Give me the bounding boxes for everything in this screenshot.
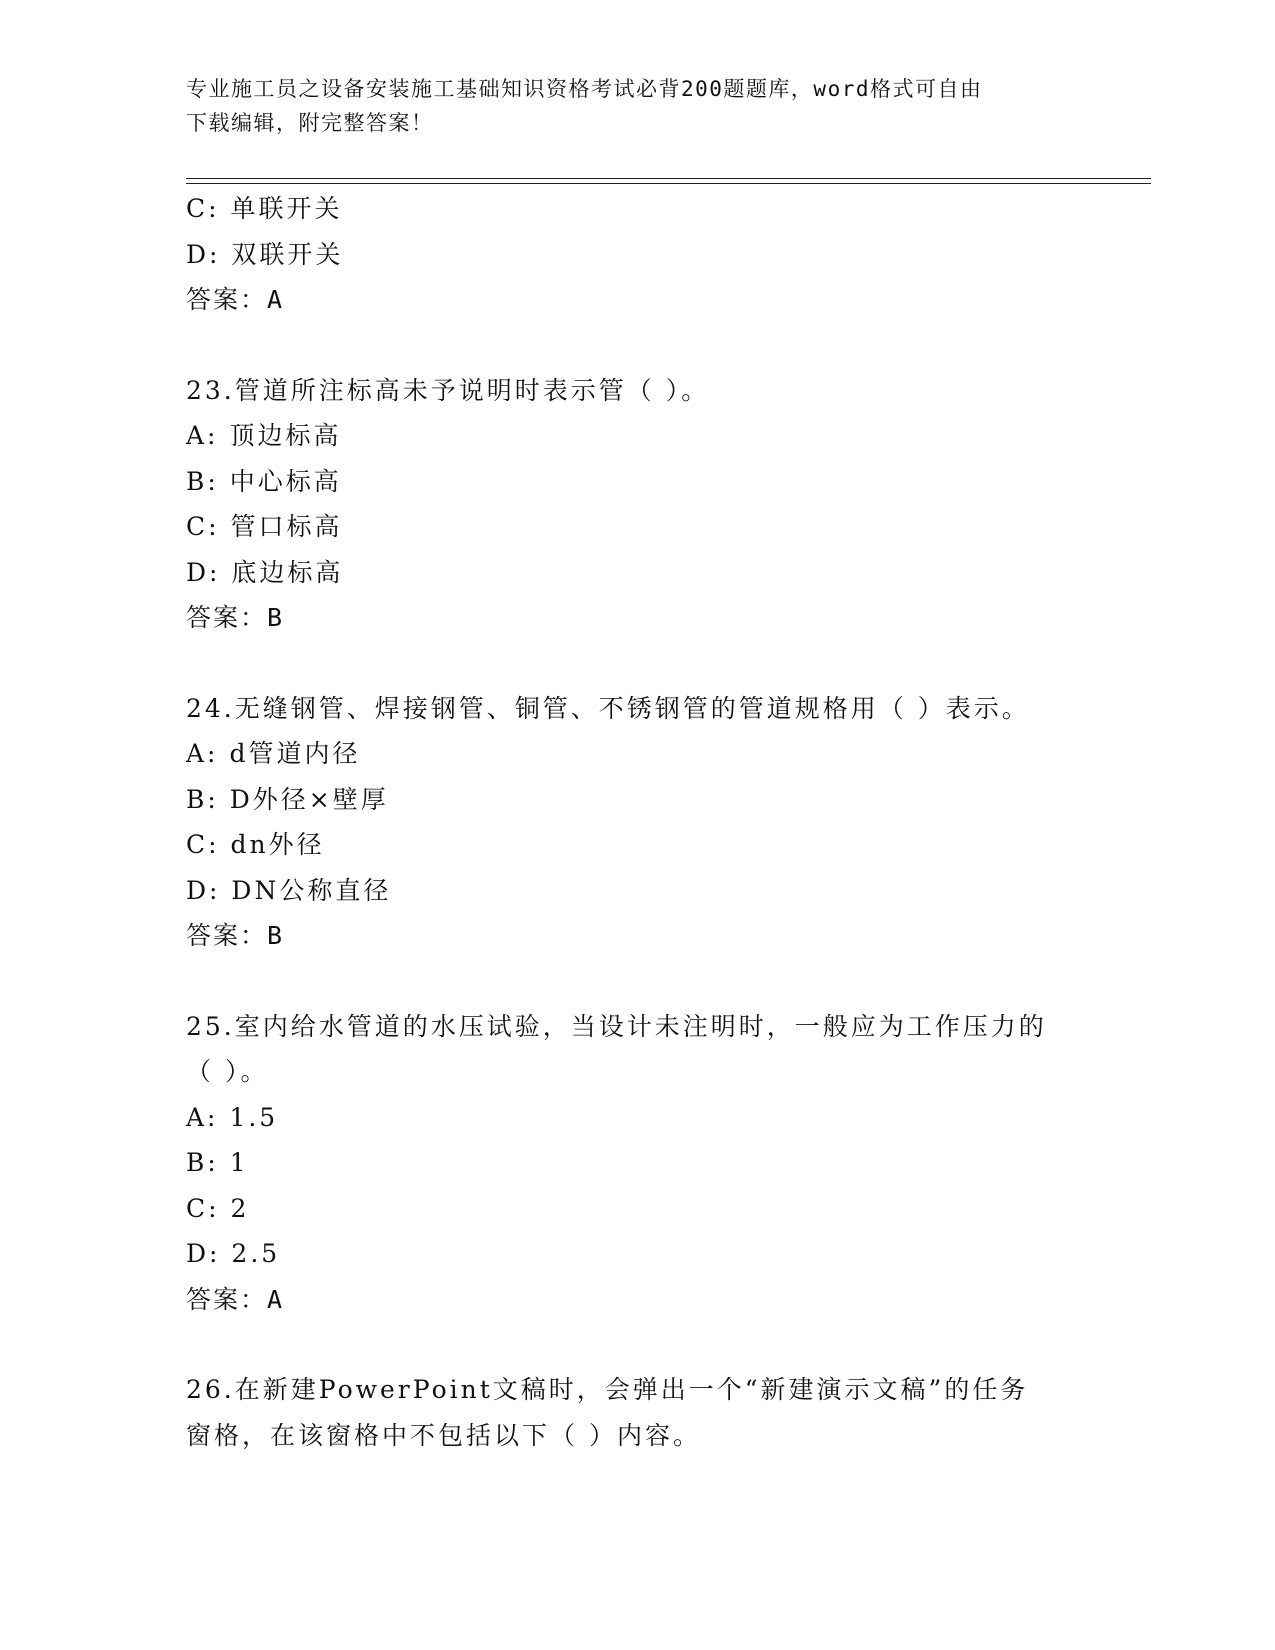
question-content bbox=[186, 186, 1086, 1458]
answer-line bbox=[186, 277, 1086, 323]
header-line-1: 专业施工员之设备安装施工基础知识资格考试必背200题题库，word格式可自由 bbox=[186, 77, 983, 101]
option-a bbox=[186, 413, 1086, 459]
option-key: C: bbox=[186, 194, 220, 223]
question-stem: 25.室内给水管道的水压试验，当设计未注明时，一般应为工作压力的 bbox=[186, 1011, 1047, 1041]
question-stem: 26.在新建PowerPoint文稿时，会弹出一个“新建演示文稿”的任务 bbox=[186, 1375, 1029, 1404]
header-divider-bottom bbox=[186, 183, 1151, 184]
question-stem-continued: 窗格，在该窗格中不包括以下（ ）内容。 bbox=[186, 1420, 701, 1450]
option-text: 1.5 bbox=[229, 1102, 279, 1132]
option-key: D: bbox=[186, 239, 221, 269]
option-b bbox=[186, 777, 1086, 823]
question-spacer bbox=[186, 1322, 1086, 1367]
answer-line bbox=[186, 1277, 1086, 1323]
option-c bbox=[186, 1186, 1086, 1232]
answer-label: 答案： bbox=[186, 285, 268, 314]
question-spacer bbox=[186, 323, 1086, 368]
option-text: 管口标高 bbox=[230, 512, 343, 541]
option-text: 双联开关 bbox=[231, 239, 344, 269]
question-spacer bbox=[186, 959, 1086, 1004]
question-26 bbox=[186, 1367, 1086, 1458]
question-22-continued bbox=[186, 186, 1086, 323]
option-a bbox=[186, 1095, 1086, 1141]
option-key: C: bbox=[186, 1193, 220, 1223]
option-text: d管道内径 bbox=[229, 739, 361, 768]
option-c bbox=[186, 822, 1086, 868]
option-text: DN公称直径 bbox=[231, 875, 392, 905]
answer-label: 答案： bbox=[186, 921, 268, 950]
option-text: D外径×壁厚 bbox=[229, 784, 389, 814]
option-key: B: bbox=[186, 466, 219, 496]
option-key: D: bbox=[186, 875, 221, 905]
option-key: D: bbox=[186, 557, 221, 587]
question-stem-continued: （ ）。 bbox=[186, 1057, 269, 1086]
option-text: 底边标高 bbox=[231, 557, 344, 587]
answer-value: A bbox=[267, 1284, 285, 1314]
answer-label: 答案： bbox=[186, 603, 268, 632]
document-header bbox=[186, 72, 1066, 140]
question-spacer bbox=[186, 641, 1086, 686]
option-text: dn外径 bbox=[230, 830, 325, 859]
option-text: 1 bbox=[229, 1148, 249, 1177]
question-stem: 24.无缝钢管、焊接钢管、铜管、不锈钢管的管道规格用（ ）表示。 bbox=[186, 693, 1030, 723]
option-text: 2 bbox=[230, 1193, 250, 1223]
answer-label: 答案： bbox=[186, 1284, 268, 1314]
answer-value: B bbox=[267, 603, 285, 632]
question-stem: 23.管道所注标高未予说明时表示管（ ）。 bbox=[186, 375, 710, 405]
option-key: A: bbox=[186, 421, 219, 450]
option-d bbox=[186, 232, 1086, 278]
answer-line bbox=[186, 595, 1086, 641]
answer-value: B bbox=[267, 921, 285, 950]
question-23 bbox=[186, 368, 1086, 641]
question-25 bbox=[186, 1004, 1086, 1323]
option-key: A: bbox=[186, 1102, 219, 1132]
answer-value: A bbox=[267, 285, 285, 314]
option-key: A: bbox=[186, 739, 219, 768]
option-text: 2.5 bbox=[231, 1239, 281, 1268]
answer-line bbox=[186, 913, 1086, 959]
option-key: C: bbox=[186, 830, 220, 859]
option-key: C: bbox=[186, 512, 220, 541]
option-text: 顶边标高 bbox=[229, 421, 342, 450]
option-d bbox=[186, 550, 1086, 596]
option-b bbox=[186, 459, 1086, 505]
option-key: B: bbox=[186, 1148, 219, 1177]
option-d bbox=[186, 1231, 1086, 1277]
option-b bbox=[186, 1140, 1086, 1186]
option-text: 单联开关 bbox=[230, 194, 343, 223]
option-key: B: bbox=[186, 784, 219, 814]
header-line-2: 下载编辑，附完整答案！ bbox=[186, 111, 434, 135]
option-c bbox=[186, 504, 1086, 550]
question-24 bbox=[186, 686, 1086, 959]
option-text: 中心标高 bbox=[229, 466, 342, 496]
option-key: D: bbox=[186, 1239, 221, 1268]
option-c bbox=[186, 186, 1086, 232]
option-a bbox=[186, 731, 1086, 777]
header-divider-top bbox=[186, 178, 1151, 179]
option-d bbox=[186, 868, 1086, 914]
